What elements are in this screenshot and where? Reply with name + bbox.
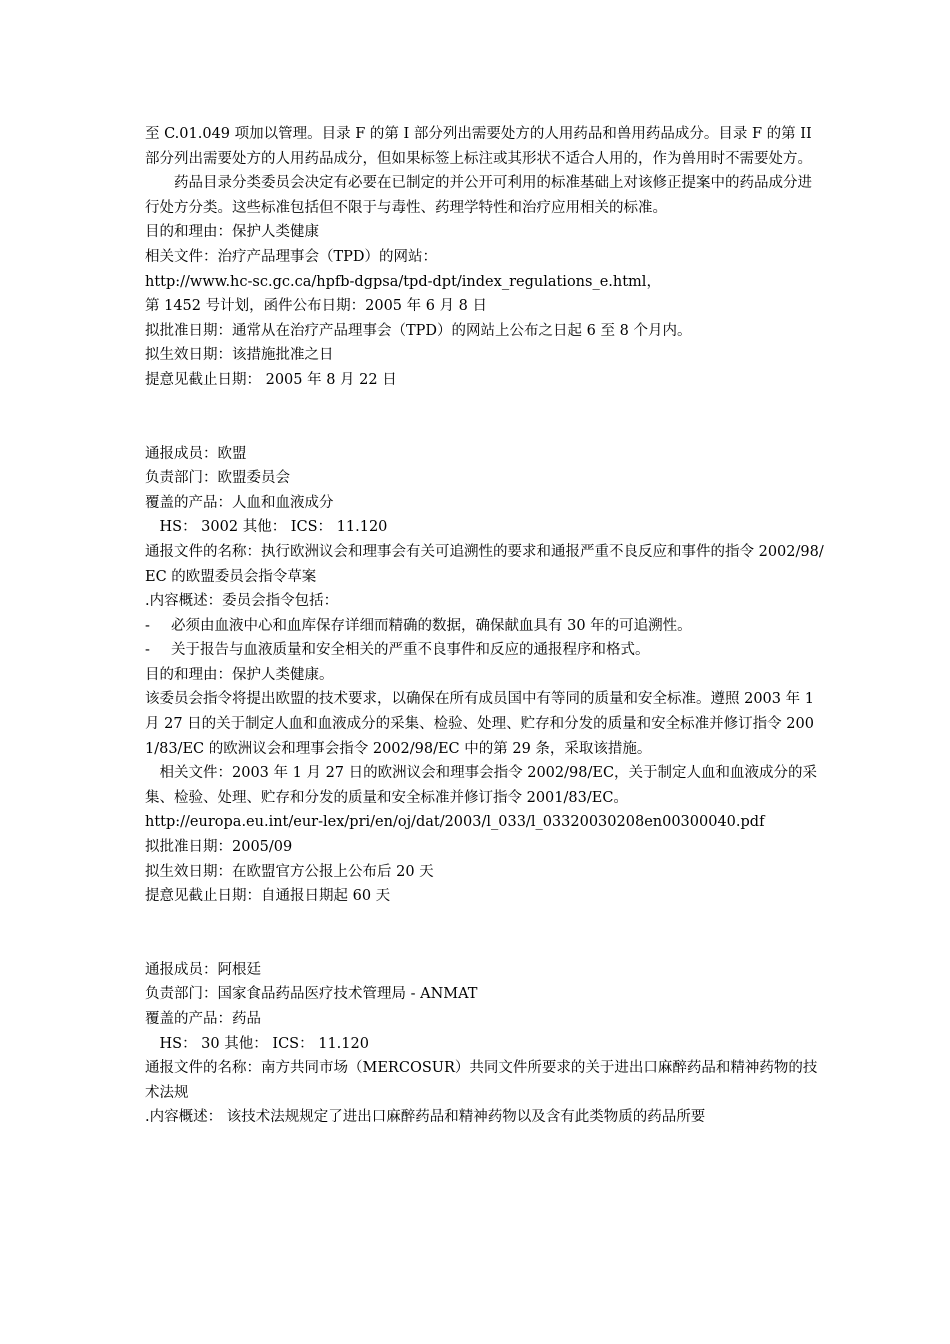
dash-marker: - <box>145 642 150 659</box>
ar-hs-line: HS： 30 其他： ICS： 11.120 <box>159 1035 369 1052</box>
section-gap <box>145 393 825 442</box>
ar-products: 覆盖的产品：药品 <box>145 1011 261 1027</box>
ar-summary: .内容概述： 该技术法规规定了进出口麻醉药品和精神药物以及含有此类物质的药品所要 <box>145 1109 706 1126</box>
eu-bullet-2-text: 关于报告与血液质量和安全相关的严重不良事件和反应的通报程序和格式。 <box>171 642 650 659</box>
eu-member: 通报成员：欧盟 <box>145 445 247 462</box>
canada-url: http://www.hc-sc.gc.ca/hpfb-dgpsa/tpd-dpt/index_regulations_e.html， <box>145 273 661 290</box>
canada-plan: 第 1452 号计划，函件公布日期：2005 年 6 月 8 日 <box>145 298 488 315</box>
eu-summary-intro: .内容概述：委员会指令包括： <box>145 593 339 610</box>
document-body <box>145 122 825 1130</box>
eu-approval-date: 拟批准日期：2005/09 <box>145 839 293 856</box>
ar-agency: 负责部门：国家食品药品医疗技术管理局 - ANMAT <box>145 986 478 1003</box>
canada-comment-deadline: 提意见截止日期： 2005 年 8 月 22 日 <box>145 371 397 388</box>
eu-purpose: 目的和理由：保护人类健康。 <box>145 666 334 683</box>
canada-related-docs: 相关文件：治疗产品理事会（TPD）的网站： <box>145 248 438 265</box>
eu-products: 覆盖的产品：人血和血液成分 <box>145 494 334 511</box>
eu-related-docs: 相关文件：2003 年 1 月 27 日的欧洲议会和理事会指令 2002/98/EC，关于制定人血和血液成分的采集、检验、处理、贮存和分发的质量和安全标准并修订指令 2001/83/EC。 <box>145 765 818 806</box>
eu-agency: 负责部门：欧盟委员会 <box>145 470 290 487</box>
eu-bullet-2 <box>145 638 825 663</box>
canada-approval-date: 拟批准日期：通常从在治疗产品理事会（TPD）的网站上公布之日起 6 至 8 个月内。 <box>145 322 692 339</box>
eu-bullet-1 <box>145 614 825 639</box>
canada-paragraph-2: 药品目录分类委员会决定有必要在已制定的并公开可利用的标准基础上对该修正提案中的药品成分进行处方分类。这些标准包括但不限于与毒性、药理学特性和治疗应用相关的标准。 <box>145 175 812 216</box>
canada-purpose: 目的和理由：保护人类健康 <box>145 224 319 241</box>
canada-paragraph-1: 至 C.01.049 项加以管理。目录 F 的第 I 部分列出需要处方的人用药品和兽用药品成分。目录 F 的第 II 部分列出需要处方的人用药品成分，但如果标签上标注或其形状不适合人用的，作为兽用时不需要处方。 <box>145 126 812 167</box>
ar-title: 通报文件的名称：南方共同市场（MERCOSUR）共同文件所要求的关于进出口麻醉药品和精神药物的技术法规 <box>145 1060 818 1101</box>
eu-effective-date: 拟生效日期：在欧盟官方公报上公布后 20 天 <box>145 863 434 880</box>
ar-member: 通报成员：阿根廷 <box>145 961 261 978</box>
eu-url: http://europa.eu.int/eur-lex/pri/en/oj/dat/2003/l_033/l_03320030208en00300040.pdf <box>145 814 765 831</box>
eu-bullet-1-text: 必须由血液中心和血库保存详细而精确的数据，确保献血具有 30 年的可追溯性。 <box>171 617 692 634</box>
eu-title: 通报文件的名称：执行欧洲议会和理事会有关可追溯性的要求和通报严重不良反应和事件的指令 2002/98/EC 的欧盟委员会指令草案 <box>145 543 824 585</box>
eu-purpose-detail: 该委员会指令将提出欧盟的技术要求，以确保在所有成员国中有等同的质量和安全标准。遵照 2003 年 1 月 27 日的关于制定人血和血液成分的采集、检验、处理、贮存和分发的质量和安全标准并修订指令 2001/83/EC 的欧洲议会和理事会指令 2002/98/EC 中的第 29 条，采取该措施。 <box>145 691 814 757</box>
dash-marker: - <box>145 617 150 634</box>
eu-hs-line: HS： 3002 其他： ICS： 11.120 <box>159 519 388 536</box>
canada-effective-date: 拟生效日期：该措施批准之日 <box>145 347 334 364</box>
eu-comment-deadline: 提意见截止日期：自通报日期起 60 天 <box>145 888 391 905</box>
section-gap <box>145 909 825 958</box>
